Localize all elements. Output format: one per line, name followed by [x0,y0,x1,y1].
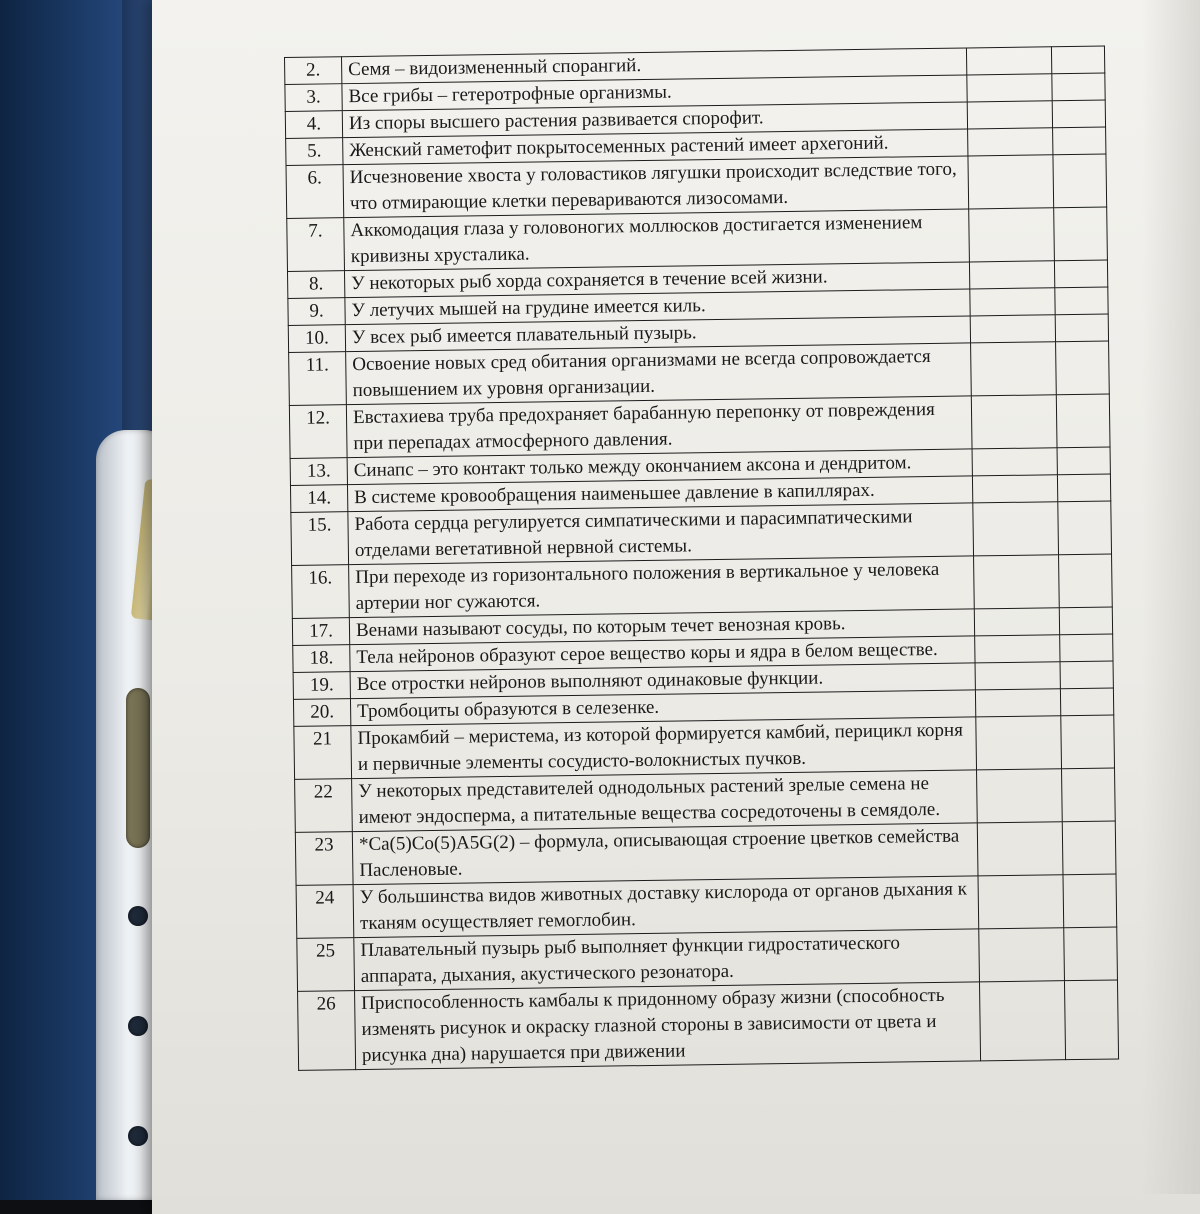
row-statement: Аккомодация глаза у головоногих моллюсков достигается изменением кривизны хрусталика. [344,209,970,271]
row-statement: Прокамбий – меристема, из которой формируется камбий, перицикл корня и первичные элементы сосудисто-волокнистых пучков. [351,717,977,779]
answer-cell [975,689,1060,717]
row-statement: Евстахиева труба предохраняет барабанную перепонку от повреждения при перепадах атмосферного давления. [346,396,972,458]
score-cell [1057,474,1110,502]
score-cell [1060,634,1113,662]
score-cell [1056,394,1110,448]
statements-table [284,46,1119,1071]
row-number: 10. [288,325,345,353]
answer-cell [969,208,1055,262]
row-statement: Тела нейронов образуют серое вещество коры и ядра в белом веществе. [350,636,975,672]
row-statement: Исчезновение хвоста у головастиков лягушки происходит вследствие того, что отмирающие клетки перевариваются лизосомами. [343,156,969,218]
answer-cell [971,342,1057,396]
row-number: 6. [286,165,344,219]
row-statement: Все грибы – гетеротрофные организмы. [342,75,967,111]
table-row [298,980,1119,1070]
score-cell [1064,980,1118,1060]
row-statement: У некоторых рыб хорда сохраняется в течение всей жизни. [344,262,969,298]
answer-cell [970,315,1055,343]
score-cell [1064,927,1118,981]
answer-cell [968,128,1053,156]
row-statement: При переходе из горизонтального положения в вертикальное у человека артерии ног сужаются. [349,556,975,618]
row-number: 14. [290,485,347,513]
answer-cell [967,74,1052,102]
answer-cell [972,475,1057,503]
row-number: 5. [286,138,343,166]
row-statement: Все отростки нейронов выполняют одинаковые функции. [350,663,975,699]
score-cell [1063,874,1117,928]
answer-cell [970,288,1055,316]
row-number: 4. [285,111,342,139]
answer-cell [977,769,1063,823]
score-cell [1054,260,1107,288]
answer-cell [976,716,1062,770]
row-number: 25 [297,938,355,992]
row-statement: Синапс – это контакт только между окончанием аксона и дендритом. [347,449,972,485]
binder-slot [126,688,150,848]
answer-cell [966,47,1051,75]
row-statement: Семя – видоизмененный спорангий. [342,48,967,84]
answer-cell [979,981,1065,1061]
punch-hole [128,1126,148,1146]
answer-cell [971,395,1057,449]
score-cell [1055,287,1108,315]
score-cell [1059,554,1113,608]
row-number: 19. [293,672,350,700]
score-cell [1052,100,1105,128]
answer-cell [975,635,1060,663]
row-number: 11. [289,352,347,406]
row-statement: Освоение новых сред обитания организмами не всегда сопровождается повышением их уровня организации. [346,343,972,405]
score-cell [1060,661,1113,689]
row-number: 7. [287,218,345,272]
score-cell [1054,207,1108,261]
score-cell [1051,46,1104,74]
row-statement: Венами называют сосуды, по которым течет венозная кровь. [349,609,974,645]
score-cell [1061,715,1115,769]
row-number: 2. [285,57,342,85]
row-number: 22 [295,779,353,833]
row-statement: Приспособленность камбалы к придонному образу жизни (способность изменять рисунок и окраску глазной стороны в зависимости от цвета и рисунка дна) нарушается при движении [355,982,981,1070]
answer-cell [968,155,1054,209]
answer-cell [974,555,1060,609]
answer-cell [967,101,1052,129]
score-cell [1055,314,1108,342]
score-cell [1062,768,1116,822]
answer-cell [974,608,1059,636]
answer-cell [975,662,1060,690]
answer-cell [979,928,1065,982]
score-cell [1059,607,1112,635]
score-cell [1060,688,1113,716]
score-cell [1053,154,1107,208]
row-statement: В системе кровообращения наименьшее давление в капиллярах. [347,476,972,512]
row-number: 20. [293,699,350,727]
row-statement: Женский гаметофит покрытосеменных растений имеет архегоний. [343,129,968,165]
row-number: 15. [291,512,349,566]
row-number: 3. [285,84,342,112]
row-number: 13. [290,458,347,486]
row-number: 21 [294,726,352,780]
row-statement: Тромбоциты образуются в селезенке. [350,690,975,726]
score-cell [1052,73,1105,101]
row-statement: У большинства видов животных доставку кислорода от органов дыхания к тканям осуществляет гемоглобин. [353,876,979,938]
row-statement: У летучих мышей на грудине имеется киль. [345,289,970,325]
row-number: 16. [292,565,350,619]
row-statement: Из споры высшего растения развивается спорофит. [342,102,967,138]
row-number: 23 [295,832,353,886]
row-number: 9. [288,298,345,326]
answer-cell [977,822,1063,876]
score-cell [1053,127,1106,155]
score-cell [1058,501,1112,555]
row-number: 17. [292,618,349,646]
paper-stack-edge [1142,0,1200,1194]
answer-cell [972,448,1057,476]
punch-hole [128,906,148,926]
row-number: 18. [293,645,350,673]
row-statement: Работа сердца регулируется симпатическими и парасимпатическими отделами вегетативной нервной системы. [348,503,974,565]
score-cell [1057,447,1110,475]
row-statement: У некоторых представителей однодольных растений зрелые семена не имеют эндосперма, а питательные вещества сосредоточены в семядоле. [352,770,978,832]
row-number: 24 [296,885,354,939]
score-cell [1056,341,1110,395]
answer-cell [969,261,1054,289]
row-number: 26 [298,991,356,1071]
row-statement: Плавательный пузырь рыб выполняет функции гидростатического аппарата, дыхания, акустического резонатора. [354,929,980,991]
row-statement: *Ca(5)Co(5)A5G(2) – формула, описывающая строение цветков семейства Пасленовые. [352,823,978,885]
answer-cell [978,875,1064,929]
row-number: 8. [287,271,344,299]
answer-cell [973,502,1059,556]
row-statement: У всех рыб имеется плавательный пузырь. [345,316,970,352]
row-number: 12. [289,405,347,459]
punch-hole [128,1016,148,1036]
score-cell [1062,821,1116,875]
